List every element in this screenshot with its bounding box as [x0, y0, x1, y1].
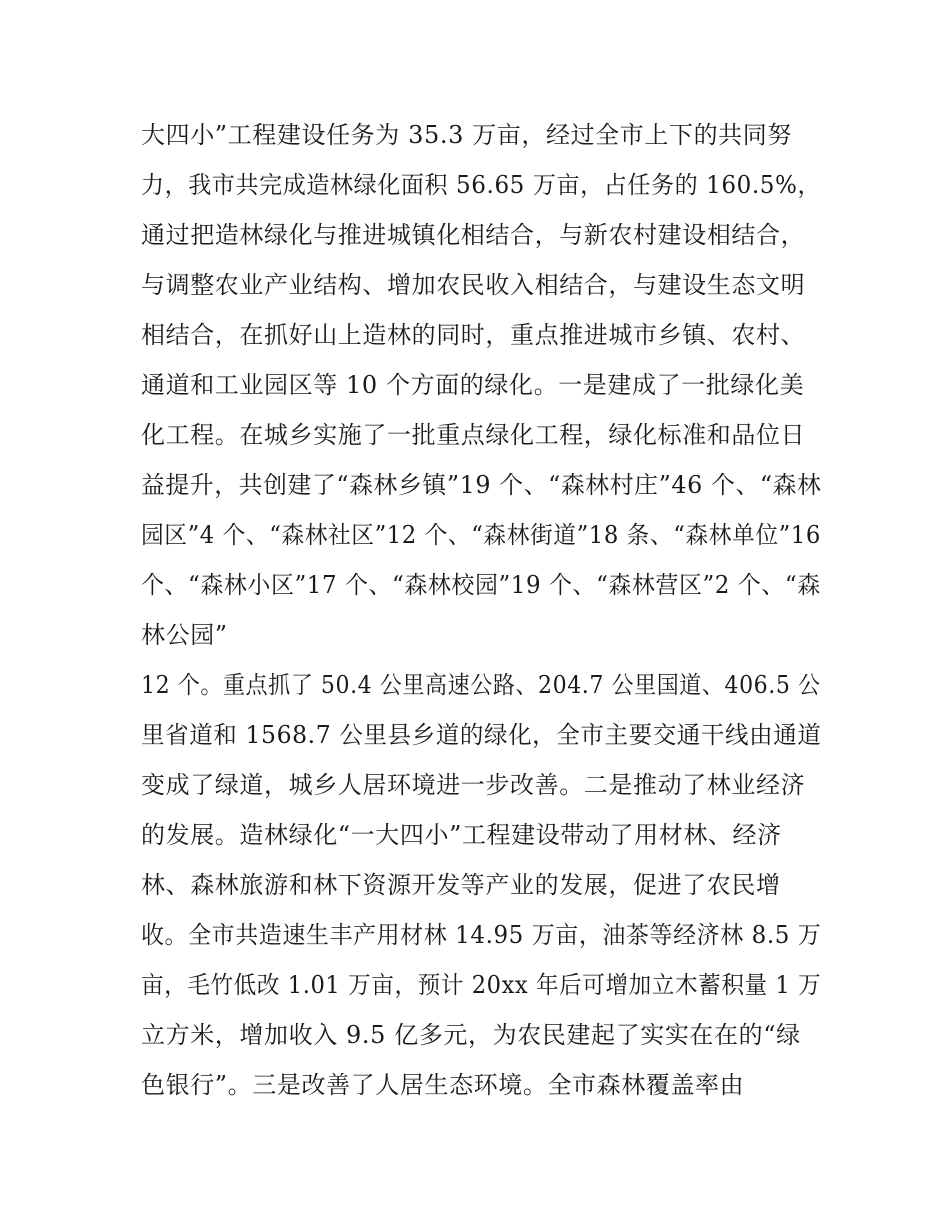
text-line-15: 的发展。造林绿化“一大四小”工程建设带动了用材林、经济 — [141, 821, 782, 849]
text-line-16: 林、森林旅游和林下资源开发等产业的发展，促进了农民增 — [141, 871, 781, 899]
text-line-10: 个、“森林小区”17 个、“森林校园”19 个、“森林营区”2 个、“森 — [141, 571, 821, 599]
text-line-1: 大四小”工程建设任务为 35.3 万亩，经过全市上下的共同努 — [141, 121, 792, 149]
text-line-6: 通道和工业园区等 10 个方面的绿化。一是建成了一批绿化美 — [141, 371, 805, 399]
text-line-17: 收。全市共造速生丰产用材林 14.95 万亩，油茶等经济林 8.5 万 — [141, 921, 822, 949]
text-line-12: 12 个。重点抓了 50.4 公里高速公路、204.7 公里国道、406.5 公 — [141, 671, 821, 699]
text-line-13: 里省道和 1568.7 公里县乡道的绿化，全市主要交通干线由通道 — [141, 721, 822, 749]
text-line-19: 立方米，增加收入 9.5 亿多元，为农民建起了实实在在的“绿 — [141, 1021, 801, 1049]
text-line-11: 林公园” — [141, 621, 228, 649]
text-line-4: 与调整农业产业结构、增加农民收入相结合，与建设生态文明 — [141, 271, 806, 299]
text-line-20: 色银行”。三是改善了人居生态环境。全市森林覆盖率由 — [141, 1071, 745, 1099]
text-line-9: 园区”4 个、“森林社区”12 个、“森林街道”18 条、“森林单位”16 — [141, 521, 821, 549]
text-line-2: 力，我市共完成造林绿化面积 56.65 万亩，占任务的 160.5%， — [141, 171, 822, 199]
text-line-3: 通过把造林绿化与推进城镇化相结合，与新农村建设相结合， — [141, 221, 806, 249]
text-line-7: 化工程。在城乡实施了一批重点绿化工程，绿化标准和品位日 — [141, 421, 806, 449]
body-text — [141, 110, 821, 1110]
text-line-14: 变成了绿道，城乡人居环境进一步改善。二是推动了林业经济 — [141, 771, 806, 799]
text-line-18: 亩，毛竹低改 1.01 万亩，预计 20xx 年后可增加立木蓄积量 1 万 — [141, 971, 822, 999]
text-line-5: 相结合，在抓好山上造林的同时，重点推进城市乡镇、农村、 — [141, 321, 806, 349]
text-line-8: 益提升，共创建了“森林乡镇”19 个、“森林村庄”46 个、“森林 — [141, 471, 822, 499]
